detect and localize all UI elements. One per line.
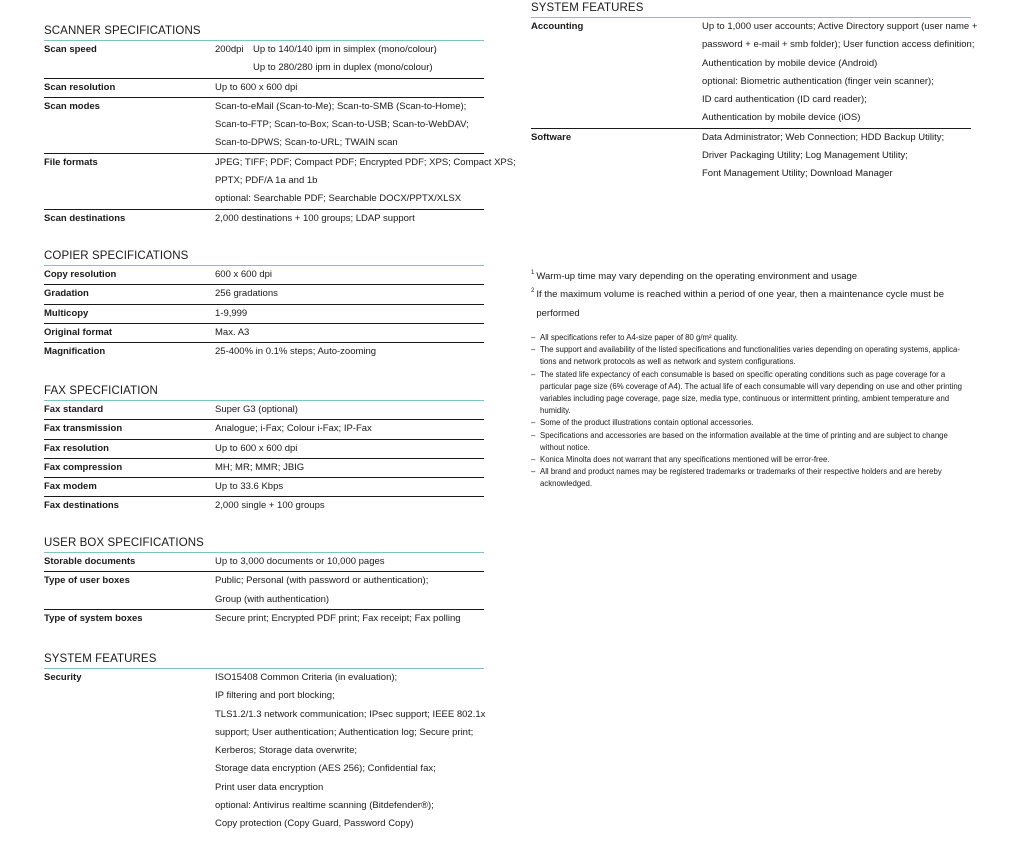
spec-value-line: Kerberos; Storage data overwrite; [215, 745, 358, 757]
note-line: Konica Minolta does not warrant that any specifications mentioned will be error-free. [540, 455, 830, 465]
spec-row-software [531, 129, 971, 184]
spec-value [215, 324, 484, 342]
spec-value-line: Scan-to-FTP; Scan-to-Box; Scan-to-USB; Scan-to-WebDAV; [215, 119, 469, 131]
spec-row-magnification [44, 343, 484, 361]
spec-value [215, 420, 484, 438]
spec-label: Scan destinations [44, 212, 126, 224]
spec-label: Fax transmission [44, 423, 123, 435]
spec-value-line: Scan-to-eMail (Scan-to-Me); Scan-to-SMB (Scan-to-Home); [215, 100, 467, 112]
spec-value-line: ID card authentication (ID card reader); [702, 94, 867, 106]
footnote-mark: 1 [531, 270, 535, 276]
spec-value [215, 79, 484, 97]
footnotes [531, 268, 971, 323]
spec-value-line: 600 x 600 dpi [215, 269, 273, 280]
spec-row-type-of-system-boxes [44, 610, 484, 628]
spec-value-line: Up to 280/280 ipm in duplex (mono/colour) [253, 62, 433, 74]
userbox-section [44, 536, 484, 628]
note-line: Specifications and accessories are based on the information available at the time of printing and are subject to change [540, 430, 948, 440]
footnote-line: performed [536, 307, 580, 319]
section-title: SCANNER SPECIFICATIONS [44, 24, 484, 41]
system-features-left-section [44, 652, 484, 834]
footnote-mark: 2 [531, 288, 535, 295]
note-line: without notice. [540, 442, 590, 452]
spec-label: Magnification [44, 346, 106, 358]
footnote-line: Warm-up time may vary depending on the operating environment and usage [536, 271, 858, 282]
note-line: All brand and product names may be registered trademarks or trademarks of their respective holders and are hereby [540, 467, 942, 477]
spec-row-original-format [44, 324, 484, 343]
spec-row-scan-speed [44, 41, 484, 79]
note-text [540, 417, 973, 429]
spec-label: Gradation [44, 288, 89, 300]
note-line: tions and network protocols as well as network and system configurations. [540, 357, 796, 367]
spec-label: Scan resolution [44, 81, 116, 93]
spec-value [215, 266, 484, 284]
note-text [540, 466, 973, 490]
system-features-right-section [531, 1, 978, 184]
spec-label: Copy resolution [44, 269, 117, 280]
scanner-section [44, 24, 516, 228]
section-title: FAX SPECFICIATION [44, 384, 484, 401]
spec-label: Fax standard [44, 404, 104, 415]
spec-label: Storable documents [44, 556, 136, 567]
spec-value [215, 154, 516, 209]
spec-label: Original format [44, 326, 113, 338]
spec-value [215, 610, 484, 628]
note-line: acknowledged. [540, 479, 593, 489]
copier-section [44, 249, 484, 361]
note-line: Some of the product illustrations contain optional accessories. [540, 418, 754, 428]
disclaimer-note [531, 454, 973, 466]
spec-value-line: optional: Searchable PDF; Searchable DOCX/PPTX/XLSX [215, 193, 462, 205]
spec-value-line: optional: Antivirus realtime scanning (Bitdefender®); [215, 800, 434, 812]
spec-row-fax-standard [44, 401, 484, 420]
spec-row-copy-resolution [44, 266, 484, 285]
spec-label: Scan modes [44, 100, 100, 112]
spec-label: Type of system boxes [44, 612, 143, 624]
spec-row-accounting [531, 18, 978, 129]
section-title: USER BOX SPECIFICATIONS [44, 536, 484, 553]
spec-value-line: support; User authentication; Authentication log; Secure print; [215, 726, 474, 738]
spec-value [215, 285, 484, 303]
section-title: SYSTEM FEATURES [44, 652, 484, 669]
spec-value-line: TLS1.2/1.3 network communication; IPsec support; IEEE 802.1x [215, 708, 486, 720]
spec-row-scan-destinations [44, 210, 484, 228]
spec-label: Fax destinations [44, 500, 119, 512]
spec-value [215, 41, 484, 78]
spec-value [215, 98, 484, 153]
spec-value-line: 25-400% in 0.1% steps; Auto-zooming [215, 346, 377, 358]
note-text [540, 332, 973, 344]
note-text [540, 454, 973, 466]
footnote [531, 268, 971, 286]
spec-row-fax-compression [44, 459, 484, 478]
spec-value-line: Up to 140/140 ipm in simplex (mono/colour) [253, 44, 437, 55]
spec-row-storable-documents [44, 553, 484, 572]
spec-value-line: Super G3 (optional) [215, 404, 298, 415]
disclaimer-note [531, 466, 973, 490]
spec-value [215, 401, 484, 419]
note-line: humidity. [540, 406, 571, 416]
spec-label: Type of user boxes [44, 575, 130, 587]
spec-label: Software [531, 131, 572, 143]
spec-row-fax-modem [44, 478, 484, 497]
spec-value-line: Group (with authentication) [215, 593, 330, 605]
spec-label: Accounting [531, 21, 584, 32]
spec-value [215, 497, 484, 515]
section-title: COPIER SPECIFICATIONS [44, 249, 484, 266]
spec-row-type-of-user-boxes [44, 572, 484, 610]
spec-value-line: 2,000 destinations + 100 groups; LDAP support [215, 212, 415, 224]
spec-value-line: Up to 1,000 user accounts; Active Directory support (user name + [702, 21, 978, 32]
spec-label: Scan speed [44, 44, 97, 55]
spec-value-line: Scan-to-DPWS; Scan-to-URL; TWAIN scan [215, 137, 398, 149]
note-text [540, 369, 973, 418]
spec-value-line: Copy protection (Copy Guard, Password Copy) [215, 818, 414, 830]
spec-value-line: Public; Personal (with password or authentication); [215, 575, 429, 587]
spec-value-line: password + e-mail + smb folder); User function access definition; [702, 39, 975, 51]
spec-value [215, 478, 484, 496]
spec-value-line: optional: Biometric authentication (finger vein scanner); [702, 75, 934, 87]
spec-row-gradation [44, 285, 484, 304]
spec-label: Fax resolution [44, 442, 109, 454]
spec-value [702, 18, 977, 128]
footnote-line: If the maximum volume is reached within a period of one year, then a maintenance cycle must be [536, 289, 944, 301]
spec-value-line: Font Management Utility; Download Manager [702, 168, 893, 180]
spec-label: Security [44, 672, 82, 683]
spec-value [215, 305, 484, 323]
spec-value-line: 256 gradations [215, 288, 278, 300]
disclaimer-note [531, 430, 973, 454]
disclaimer-note [531, 417, 973, 429]
spec-value [215, 572, 484, 609]
spec-label: Fax modem [44, 481, 97, 493]
footnote [531, 286, 971, 323]
note-dash: – [531, 430, 536, 440]
spec-value-line: JPEG; TIFF; PDF; Compact PDF; Encrypted PDF; XPS; Compact XPS; [215, 156, 516, 168]
spec-row-file-formats [44, 154, 516, 210]
note-dash: – [531, 455, 536, 465]
spec-value-line: Secure print; Encrypted PDF print; Fax receipt; Fax polling [215, 612, 461, 624]
spec-value [215, 210, 484, 228]
footnote-text [536, 286, 971, 323]
spec-value-line: Max. A3 [215, 326, 250, 338]
scan-dpi: 200dpi [215, 44, 244, 55]
note-line: The support and availability of the listed specifications and functionalities varies depending on operating systems, applica- [540, 345, 960, 355]
spec-value [215, 440, 484, 458]
note-line: The stated life expectancy of each consumable is based on specific operating conditions such as page coverage for a [540, 369, 946, 379]
spec-value-line: Up to 600 x 600 dpi [215, 81, 298, 93]
spec-value-line: Driver Packaging Utility; Log Management Utility; [702, 150, 908, 162]
spec-value-line: Up to 600 x 600 dpi [215, 442, 298, 454]
spec-value-line: MH; MR; MMR; JBIG [215, 461, 305, 473]
spec-value-line: Authentication by mobile device (iOS) [702, 112, 861, 124]
note-dash: – [531, 467, 536, 477]
spec-value-line: 2,000 single + 100 groups [215, 500, 325, 512]
note-line: variables including page coverage, page size, media type, continuous or intermittent printing, ambient temperature and [540, 394, 950, 404]
spec-value-line: Storage data encryption (AES 256); Confidential fax; [215, 763, 436, 775]
spec-value-line: ISO15408 Common Criteria (in evaluation); [215, 672, 398, 683]
note-line: particular page size (6% coverage of A4). The actual life of each consumable will vary depending on use and other printing [540, 381, 963, 391]
spec-value [215, 669, 485, 834]
spec-value-line: Print user data encryption [215, 781, 324, 793]
spec-value [215, 459, 484, 477]
spec-label: File formats [44, 156, 98, 168]
spec-row-fax-transmission [44, 420, 484, 439]
disclaimer-note [531, 332, 973, 344]
spec-row-fax-destinations [44, 497, 484, 515]
note-text [540, 430, 973, 454]
note-text [540, 344, 973, 368]
spec-label: Multicopy [44, 307, 89, 319]
spec-value-line: PPTX; PDF/A 1a and 1b [215, 175, 318, 187]
spec-value-line: Up to 33.6 Kbps [215, 481, 284, 493]
disclaimer-notes [531, 332, 973, 491]
spec-label: Fax compression [44, 461, 123, 473]
spec-value [215, 553, 484, 571]
fax-section [44, 384, 484, 516]
note-line: All specifications refer to A4-size paper of 80 g/m² quality. [540, 333, 738, 342]
note-dash: – [531, 333, 536, 342]
spec-value [215, 343, 484, 361]
disclaimer-note [531, 344, 973, 368]
spec-row-scan-resolution [44, 79, 484, 98]
spec-value-line: Up to 3,000 documents or 10,000 pages [215, 556, 385, 567]
spec-value-line: 1-9,999 [215, 307, 248, 319]
spec-value-line: Data Administrator; Web Connection; HDD Backup Utility; [702, 131, 945, 143]
spec-value-line: Analogue; i-Fax; Colour i-Fax; IP-Fax [215, 423, 372, 435]
spec-row-security [44, 669, 484, 834]
note-dash: – [531, 345, 536, 355]
spec-row-fax-resolution [44, 440, 484, 459]
spec-value-line: IP filtering and port blocking; [215, 690, 335, 702]
spec-value [702, 129, 971, 184]
section-title: SYSTEM FEATURES [531, 1, 971, 18]
note-dash: – [531, 369, 536, 379]
footnote-text [536, 268, 971, 286]
note-dash: – [531, 418, 536, 428]
disclaimer-note [531, 369, 973, 418]
spec-row-scan-modes [44, 98, 484, 154]
spec-row-multicopy [44, 305, 484, 324]
spec-value-line: Authentication by mobile device (Android) [702, 57, 878, 69]
